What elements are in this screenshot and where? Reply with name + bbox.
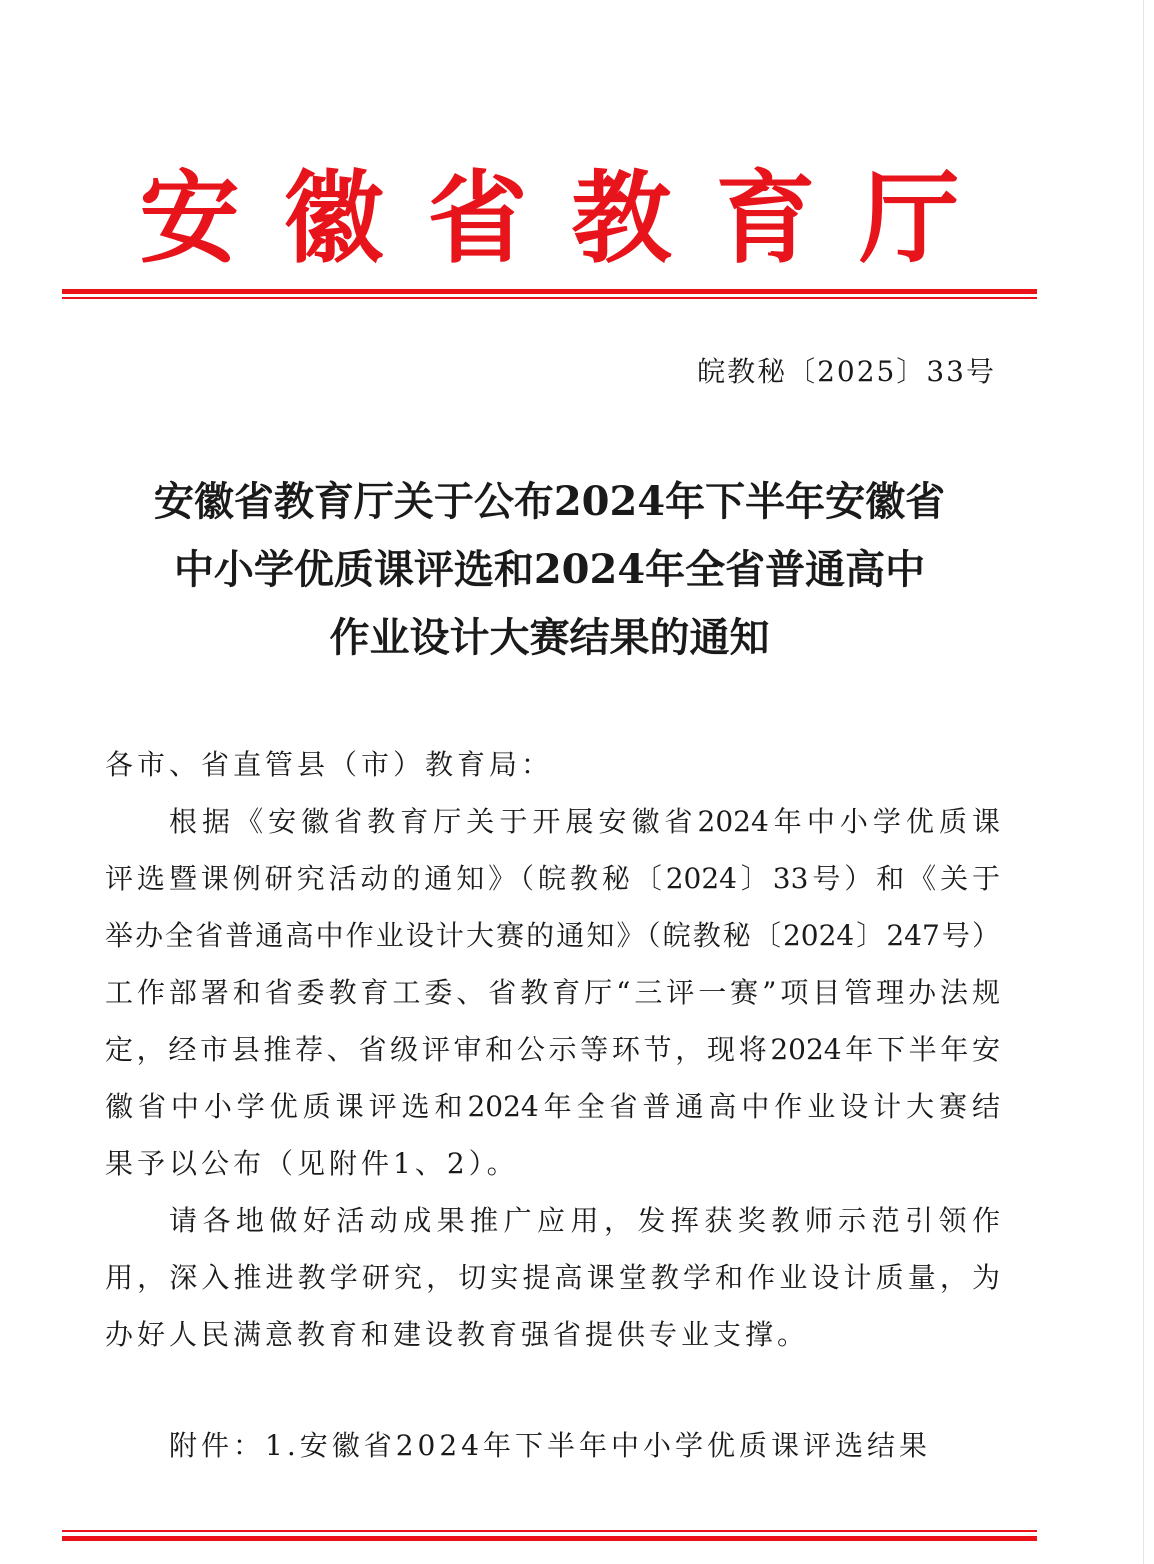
masthead-title: 安徽省教育厅 — [139, 159, 1004, 277]
attachment-line: 附件：1.安徽省2024年下半年中小学优质课评选结果 — [169, 1429, 931, 1462]
body-line: 评选暨课例研究活动的通知》（皖教秘〔2024〕33号）和《关于 — [105, 862, 1000, 895]
document-number: 皖教秘〔2025〕33号 — [697, 355, 996, 388]
header-thick-rule — [62, 289, 1037, 294]
header-thin-rule — [62, 297, 1037, 299]
footer-thick-rule — [62, 1536, 1037, 1541]
body-line: 用，深入推进教学研究，切实提高课堂教学和作业设计质量，为 — [105, 1261, 1000, 1294]
body-line: 举办全省普通高中作业设计大赛的通知》（皖教秘〔2024〕247号） — [105, 919, 1000, 952]
body-line: 请各地做好活动成果推广应用，发挥获奖教师示范引领作 — [169, 1204, 1000, 1237]
body-line: 徽省中小学优质课评选和2024年全省普通高中作业设计大赛结 — [105, 1090, 1000, 1123]
body-line: 果予以公布（见附件1、2）。 — [105, 1147, 519, 1180]
document-body — [105, 736, 1000, 1474]
document-title — [62, 468, 1037, 672]
footer-thin-rule — [62, 1530, 1037, 1532]
title-line: 中小学优质课评选和2024年全省普通高中 — [173, 546, 926, 593]
body-line: 办好人民满意教育和建设教育强省提供专业支撑。 — [105, 1318, 810, 1351]
body-line: 工作部署和省委教育工委、省教育厅“三评一赛”项目管理办法规 — [105, 976, 1000, 1009]
title-line: 作业设计大赛结果的通知 — [329, 614, 770, 661]
salutation: 各市、省直管县（市）教育局： — [105, 748, 554, 781]
body-line: 定，经市县推荐、省级评审和公示等环节，现将2024年下半年安 — [105, 1033, 1000, 1066]
page-edge — [1143, 0, 1144, 1564]
body-line: 根据《安徽省教育厅关于开展安徽省2024年中小学优质课 — [169, 805, 1000, 838]
title-line: 安徽省教育厅关于公布2024年下半年安徽省 — [153, 478, 946, 525]
